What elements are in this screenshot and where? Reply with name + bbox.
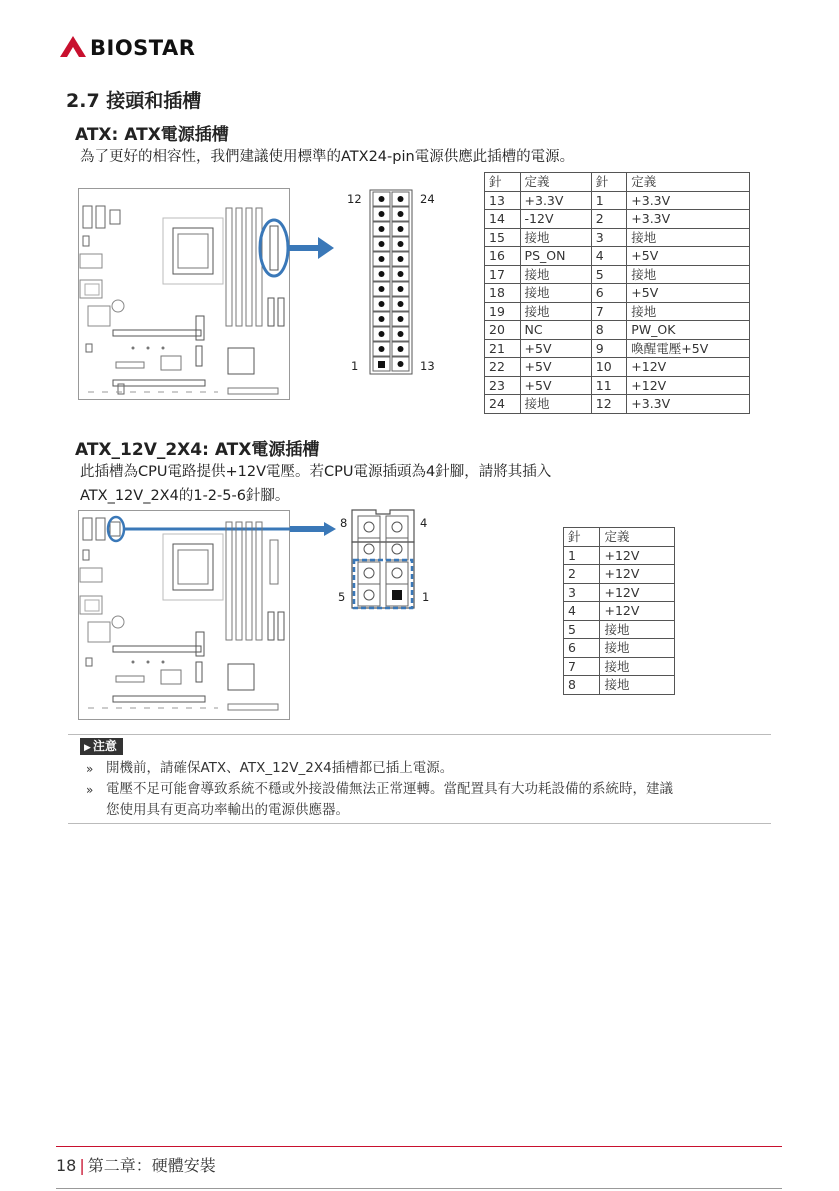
notice-bullet-1: » [86, 762, 94, 776]
connector-pin [379, 241, 385, 247]
atx-label-12: 12 [347, 192, 362, 206]
connector-pin [379, 211, 385, 217]
connector-pin [398, 271, 404, 277]
table-cell: 10 [591, 358, 627, 377]
table-row [485, 191, 750, 210]
table-cell: +12V [600, 602, 675, 621]
notice-badge [80, 738, 123, 755]
table-cell: 4 [564, 602, 600, 621]
notice-bullet-2: » [86, 783, 94, 797]
connector-pin [379, 346, 385, 352]
table-cell: 16 [485, 247, 521, 266]
page-footer [56, 1153, 216, 1176]
table-row [564, 657, 675, 676]
table-cell: 接地 [600, 639, 675, 658]
table-cell: 接地 [600, 676, 675, 695]
footer-separator: | [79, 1156, 85, 1175]
table-cell: 接地 [520, 228, 591, 247]
table-row [485, 228, 750, 247]
notice-item-1: 開機前，請確保ATX、ATX_12V_2X4插槽都已插上電源。 [106, 760, 454, 776]
atx12v-label-8: 8 [340, 516, 348, 530]
table-cell: +5V [627, 247, 750, 266]
table-row [485, 284, 750, 303]
table-cell: +5V [520, 339, 591, 358]
table-row [485, 358, 750, 377]
table-row [564, 546, 675, 565]
connector-pin [379, 331, 385, 337]
connector-pin [379, 301, 385, 307]
table-row [564, 602, 675, 621]
table-row [485, 321, 750, 340]
table-cell: 接地 [600, 620, 675, 639]
table-header-cell: 針 [485, 173, 521, 192]
connector-pin [398, 196, 404, 202]
table-row [564, 565, 675, 584]
arrow-right-icon-2 [290, 521, 338, 537]
connector-pin [398, 286, 404, 292]
table-cell: 接地 [520, 302, 591, 321]
table-cell: 接地 [627, 228, 750, 247]
connector-pin [398, 226, 404, 232]
table-header-cell: 定義 [520, 173, 591, 192]
table-cell: +12V [600, 565, 675, 584]
table-cell: 7 [591, 302, 627, 321]
table-cell: 8 [564, 676, 600, 695]
table-cell: 20 [485, 321, 521, 340]
table-cell: 19 [485, 302, 521, 321]
notice-divider-bottom [68, 823, 771, 824]
notice-item-2-line1: 電壓不足可能會導致系統不穩或外接設備無法正常運轉。當配置具有大功耗設備的系統時，建議 [106, 781, 673, 797]
atx12v-pin-table [563, 527, 675, 695]
table-cell: 6 [564, 639, 600, 658]
atx12v-description-line1: 此插槽為CPU電路提供+12V電壓。若CPU電源插頭為4針腳，請將其插入 [80, 464, 552, 480]
atx12v-label-1: 1 [422, 590, 430, 604]
table-cell: 5 [591, 265, 627, 284]
table-cell: NC [520, 321, 591, 340]
table-header-cell: 針 [591, 173, 627, 192]
connector-pin [379, 196, 385, 202]
atx-label-1: 1 [351, 359, 359, 373]
atx-24pin-connector-diagram [369, 189, 413, 375]
table-cell: 11 [591, 376, 627, 395]
table-row [564, 583, 675, 602]
connector-pin [379, 256, 385, 262]
connector-pin [398, 316, 404, 322]
connector-pin [398, 331, 404, 337]
table-cell: 1 [564, 546, 600, 565]
table-cell: 接地 [627, 302, 750, 321]
pin-1-marker [378, 361, 385, 368]
table-cell: 2 [591, 210, 627, 229]
table-cell: 接地 [520, 284, 591, 303]
connector-pin [398, 301, 404, 307]
table-cell: PW_OK [627, 321, 750, 340]
section-title: 2.7 接頭和插槽 [66, 90, 202, 112]
atx-label-13: 13 [420, 359, 435, 373]
chapter-title: 第二章：硬體安裝 [87, 1156, 216, 1175]
table-cell: 14 [485, 210, 521, 229]
connector-pin [398, 211, 404, 217]
table-cell: +3.3V [627, 210, 750, 229]
table-cell: +5V [627, 284, 750, 303]
table-cell: 12 [591, 395, 627, 414]
connector-pin [379, 286, 385, 292]
atx-description: 為了更好的相容性，我們建議使用標準的ATX24-pin電源供應此插槽的電源。 [80, 149, 575, 165]
triangle-right-icon: ▶ [84, 743, 91, 753]
table-cell: 6 [591, 284, 627, 303]
atx12v-description-line2: ATX_12V_2X4的1-2-5-6針腳。 [80, 488, 290, 504]
table-cell: 7 [564, 657, 600, 676]
table-row [564, 676, 675, 695]
footer-bottom-divider [56, 1188, 782, 1189]
table-cell: 接地 [627, 265, 750, 284]
arrow-right-icon [288, 234, 336, 262]
table-cell: 2 [564, 565, 600, 584]
connector-pin [379, 226, 385, 232]
table-cell: 接地 [600, 657, 675, 676]
table-cell: 18 [485, 284, 521, 303]
table-cell: 喚醒電壓+5V [627, 339, 750, 358]
table-header-cell: 定義 [600, 528, 675, 547]
atx12v-label-5: 5 [338, 590, 346, 604]
notice-divider-top [68, 734, 771, 735]
table-row [485, 247, 750, 266]
table-cell: 9 [591, 339, 627, 358]
table-cell: 1 [591, 191, 627, 210]
atx-label-24: 24 [420, 192, 435, 206]
table-cell: 3 [591, 228, 627, 247]
motherboard-diagram-2 [78, 510, 290, 720]
table-row [564, 620, 675, 639]
table-cell: -12V [520, 210, 591, 229]
atx-pin-table [484, 172, 750, 414]
table-cell: +12V [627, 376, 750, 395]
table-cell: 8 [591, 321, 627, 340]
table-cell: +3.3V [520, 191, 591, 210]
table-cell: 24 [485, 395, 521, 414]
table-cell: +5V [520, 358, 591, 377]
table-cell: +5V [520, 376, 591, 395]
table-cell: 5 [564, 620, 600, 639]
table-cell: +12V [600, 546, 675, 565]
table-cell: +12V [627, 358, 750, 377]
table-cell: 22 [485, 358, 521, 377]
table-cell: 3 [564, 583, 600, 602]
table-cell: +12V [600, 583, 675, 602]
connector-pin [398, 241, 404, 247]
page-number: 18 [56, 1156, 77, 1175]
table-row [485, 302, 750, 321]
table-row [485, 210, 750, 229]
table-cell: 23 [485, 376, 521, 395]
connector-pin [379, 271, 385, 277]
table-cell: 21 [485, 339, 521, 358]
footer-divider [56, 1146, 782, 1147]
table-header-cell: 定義 [627, 173, 750, 192]
table-cell: 4 [591, 247, 627, 266]
table-cell: +3.3V [627, 395, 750, 414]
table-cell: +3.3V [627, 191, 750, 210]
table-row [485, 376, 750, 395]
table-cell: 接地 [520, 265, 591, 284]
connector-pin [398, 346, 404, 352]
atx12v-label-4: 4 [420, 516, 428, 530]
connector-pin [379, 316, 385, 322]
table-cell: 接地 [520, 395, 591, 414]
table-row [485, 395, 750, 414]
atx12v-title: ATX_12V_2X4: ATX電源插槽 [75, 440, 320, 460]
table-header-cell: 針 [564, 528, 600, 547]
atx12v-header-row [564, 528, 675, 547]
notice-item-2-line2: 您使用具有更高功率輸出的電源供應器。 [106, 802, 349, 818]
table-cell: 15 [485, 228, 521, 247]
notice-badge-label: 注意 [92, 739, 117, 753]
atx12v-8pin-connector-diagram [350, 508, 416, 610]
connector-pin [398, 361, 404, 367]
brand-name: BIOSTAR [90, 36, 196, 60]
atx-title: ATX: ATX電源插槽 [75, 125, 229, 145]
atx-header-row [485, 173, 750, 192]
table-row [564, 639, 675, 658]
table-row [485, 339, 750, 358]
connector-pin [398, 256, 404, 262]
table-cell: PS_ON [520, 247, 591, 266]
table-row [485, 265, 750, 284]
table-cell: 13 [485, 191, 521, 210]
motherboard-diagram [78, 188, 290, 400]
table-cell: 17 [485, 265, 521, 284]
